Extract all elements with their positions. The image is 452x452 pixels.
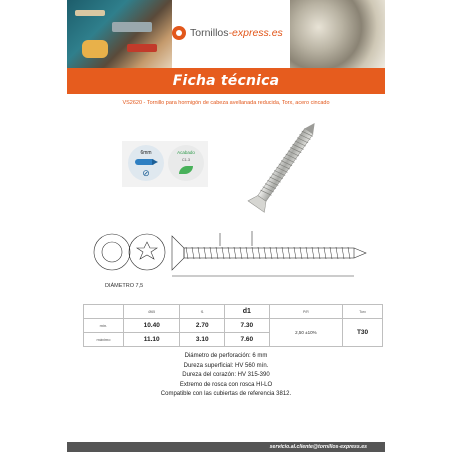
product-description: VS2620 - Tornillo para hormigón de cabeza avellanada reducida, Torx, acero cincado: [122, 100, 330, 106]
table-header: P/R: [269, 305, 342, 319]
note-line: Compatible con las cubiertas de referencia 3812.: [160, 391, 292, 397]
table-cell: 11.10: [124, 333, 180, 347]
contact-email-link[interactable]: servicio.al.cliente@tornillos-express.es: [269, 444, 367, 450]
title-banner: [67, 68, 385, 94]
table-header: Torx: [343, 305, 383, 319]
table-cell: 3.10: [180, 333, 225, 347]
note-line: Dureza superficial: HV 560 mín.: [183, 362, 269, 369]
footer: [67, 442, 385, 452]
note-line: Extremo de rosca con rosca HI-LO: [179, 381, 273, 388]
table-header-row: [84, 305, 383, 319]
page-title: Ficha técnica: [172, 73, 280, 89]
finish-code: C1.3: [181, 158, 191, 162]
finish-title: Acabado: [177, 150, 195, 155]
drill-label: 6mm: [140, 150, 152, 156]
brand-icon: [172, 26, 186, 40]
brand-name: Tornillos-express.es: [190, 27, 283, 39]
diameter-label: DIÁMETRO 7,5: [105, 283, 144, 289]
leaf-icon: [179, 166, 193, 174]
screw-photo: [236, 112, 336, 216]
pitch-cell: 2,50 ±10%: [269, 319, 342, 347]
table-row: [84, 319, 383, 333]
table-header: d1: [225, 305, 270, 319]
table-cell: 7.60: [225, 333, 270, 347]
screws-photo: [290, 0, 385, 68]
row-label: máximo: [84, 333, 124, 347]
table-cell: 7.30: [225, 319, 270, 333]
finish-badge: [168, 145, 204, 181]
table-header: [84, 305, 124, 319]
table-header: Ø65: [124, 305, 180, 319]
table-header: f1: [180, 305, 225, 319]
workshop-photo: [67, 0, 172, 68]
note-line: Diámetro de perforación: 6 mm: [184, 353, 268, 359]
brand-logo[interactable]: [172, 20, 290, 46]
table-cell: 2.70: [180, 319, 225, 333]
no-tool-icon: ⊘: [142, 168, 150, 178]
table-cell: 10.40: [124, 319, 180, 333]
note-line: Dureza del corazón: HV 315-390: [182, 372, 270, 378]
drill-diameter-badge: [128, 145, 164, 181]
row-label: mín.: [84, 319, 124, 333]
header: [67, 0, 385, 68]
drill-tip-icon: [152, 159, 158, 165]
torx-cell: T30: [343, 319, 383, 347]
spec-table: [83, 304, 383, 347]
technical-notes: [67, 352, 385, 400]
technical-drawing: [92, 228, 372, 280]
